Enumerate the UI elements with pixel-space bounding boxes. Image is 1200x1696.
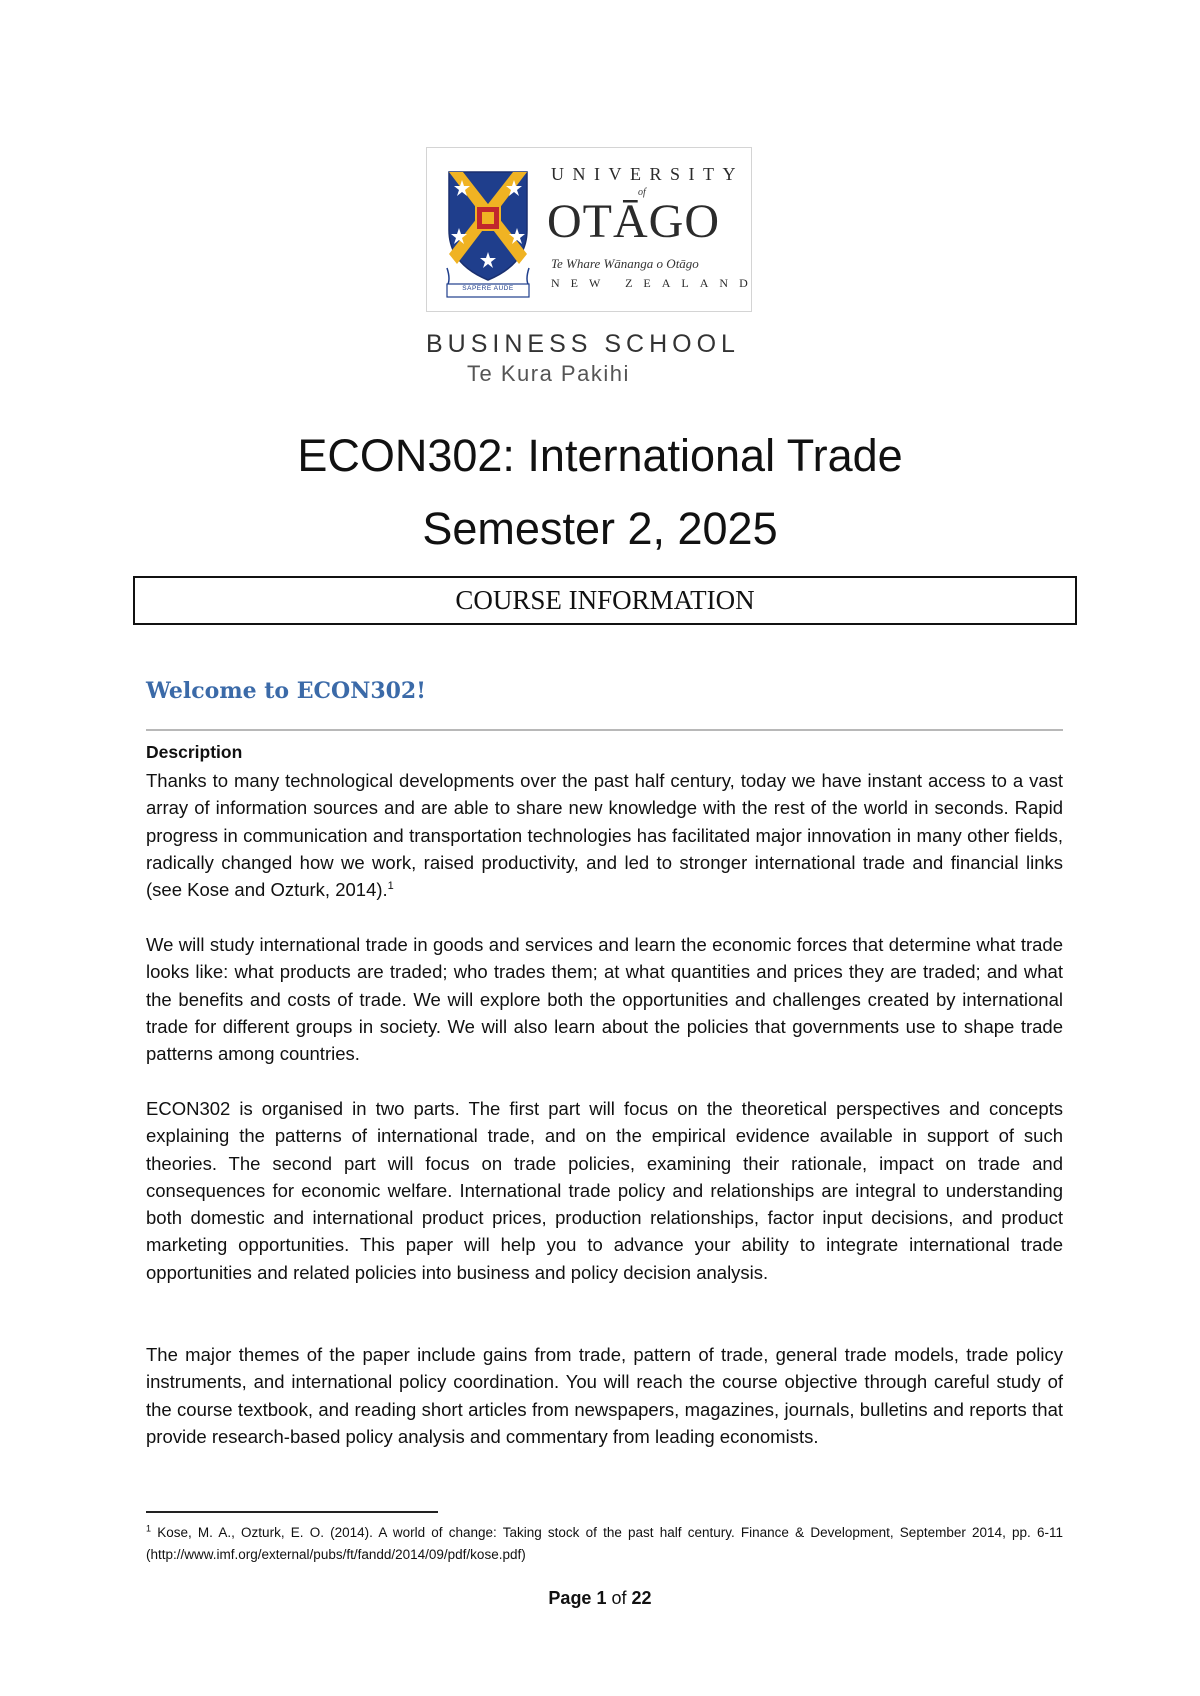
heading-divider [146, 729, 1063, 731]
page-number [0, 1588, 1200, 1609]
course-semester: Semester 2, 2025 [422, 503, 778, 554]
description-paragraph-4: The major themes of the paper include gains from trade, pattern of trade, general trade models, trade policy instruments, and international policy coordination. You will reach the course objective through careful study of the course textbook, and reading short articles from newspapers, magazines, journals, bulletins and reports that provide research-based policy analysis and commentary from leading economists. [146, 1344, 1063, 1447]
description-heading: Description [146, 742, 243, 762]
footnote-separator [146, 1511, 438, 1513]
university-maori-name: Te Whare Wānanga o Otāgo [551, 256, 699, 271]
page-label: Page [548, 1588, 592, 1608]
business-school-title: BUSINESS SCHOOL [426, 330, 740, 358]
paragraph-1-text: Thanks to many technological developments over the past half century, today we have instant access to a vast array of information sources and are able to share new knowledge with the rest of the world in seconds. Rapid progress in communication and transportation technologies has facilitated major innovation in many other fields, radically changed how we work, raised productivity, and led to stronger international trade and financial links (see Kose and Ozturk, 2014). [146, 770, 1063, 901]
university-name: OTĀGO [547, 195, 720, 248]
university-country: NEW ZEALAND [551, 276, 759, 290]
footnote-mark: 1 [146, 1523, 152, 1534]
description-paragraph-3: ECON302 is organised in two parts. The first part will focus on the theoretical perspectives and concepts explaining the patterns of international trade, and on the empirical evidence available in support of such theories. The second part will focus on trade policies, examining their rationale, impact on trade and consequences for economic welfare. International trade policy and relationships are integral to understanding both domestic and international product prices, production relationships, factor input decisions, and product marketing opportunities. This paper will help you to advance your ability to integrate international trade opportunities and related policies into business and policy decision analysis. [146, 1098, 1063, 1283]
welcome-heading: Welcome to ECON302! [146, 678, 426, 704]
page-of: of [611, 1588, 627, 1608]
footnote [146, 1522, 1063, 1566]
course-information-box: COURSE INFORMATION [133, 576, 1077, 625]
page-total: 22 [631, 1588, 652, 1608]
university-logo [426, 147, 759, 312]
university-of: of [638, 187, 646, 198]
university-crest-icon [445, 168, 531, 298]
business-school-subtitle: Te Kura Pakihi [467, 361, 630, 386]
university-word: UNIVERSITY [551, 164, 744, 184]
footnote-reference[interactable]: 1 [387, 880, 394, 893]
description-paragraph-2: We will study international trade in goods and services and learn the economic forces that determine what trade looks like: what products are traded; who trades them; at what quantities and prices they are traded; and what the benefits and costs of trade. We will explore both the opportunities and challenges created by international trade for different groups in society. We will also learn about the policies that governments use to shape trade patterns among countries. [146, 934, 1063, 1065]
crest-motto: SAPERE AUDE [462, 285, 514, 292]
footnote-text: Kose, M. A., Ozturk, E. O. (2014). A world of change: Taking stock of the past half century. Finance & Development, September 2014, pp. 6-11 (http://www.imf.org/external/pubs/ft/fandd/2014/09/pdf/kose.pdf) [146, 1525, 1063, 1562]
description-paragraph-1 [146, 767, 1063, 903]
course-title: ECON302: International Trade [297, 430, 903, 481]
page-current: 1 [596, 1588, 607, 1608]
